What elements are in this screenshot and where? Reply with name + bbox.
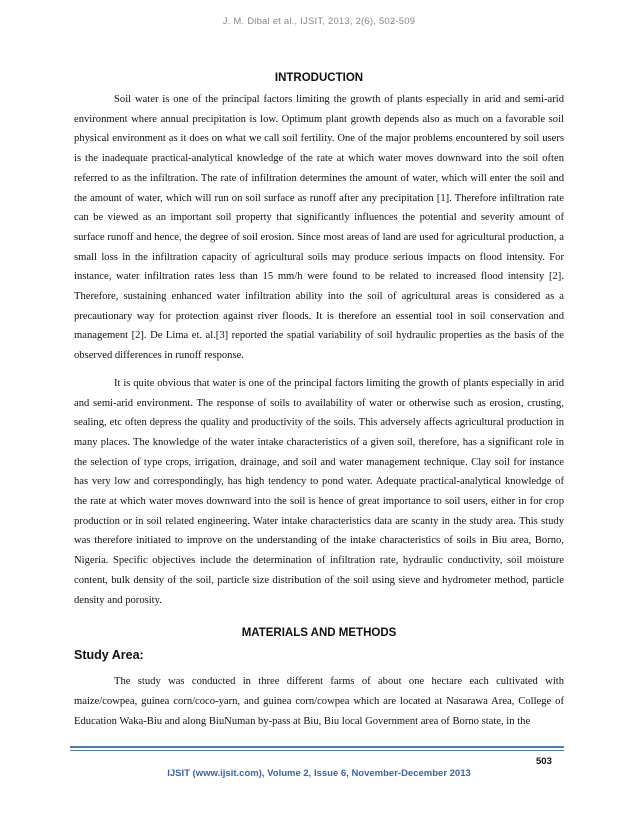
footer-rule-thin (70, 750, 564, 751)
journal-footer: IJSIT (www.ijsit.com), Volume 2, Issue 6, November-December 2013 (167, 768, 471, 779)
running-header: J. M. Dibal et al., IJSIT, 2013, 2(6), 502-509 (222, 16, 416, 27)
materials-methods-heading: MATERIALS AND METHODS (241, 627, 397, 640)
page-body (74, 72, 564, 731)
introduction-heading: INTRODUCTION (274, 72, 364, 84)
page-number: 503 (536, 756, 552, 767)
introduction-paragraph-1: Soil water is one of the principal factors limiting the growth of plants especially in arid and semi-arid environment where annual precipitation is low. Optimum plant growth depends also as much on a favorable soil physical environment as it does on what we call soil fertility. One of the major problems encountered by soil users is the inadequate practical-analytical knowledge of the rate at which water moves downward into the soil often referred to as the infiltration. The rate of infiltration determines the amount of water, which will enter the soil and the amount of water, which will run on soil surface as runoff after any precipitation [1]. Therefore infiltration rate can be viewed as an important soil property that significantly influences the potential and severity amount of surface runoff and hence, the degree of soil erosion. Since most areas of land are used for agricultural production, a small loss in the infiltration capacity of agricultural soils may produce serious impacts on flood intensity. For instance, water infiltration rates less than 15 mm/h were found to be related to increased flood intensity [2]. Therefore, sustaining enhanced water infiltration ability into the soil of agricultural areas is considered as a precautionary way for protection against river floods. It is therefore an essential tool in soil conservation and management [2]. De Lima et. al.[3] reported the spatial variability of soil hydraulic properties as the basis of the observed differences in runoff response. (74, 94, 564, 362)
introduction-paragraph-2: It is quite obvious that water is one of the principal factors limiting the growth of plants especially in arid and semi-arid environment. The response of soils to availability of water or otherwise such as erosion, crusting, sealing, etc often depress the quality and productivity of the soils. This adversely affects agricultural production in many places. The knowledge of the water intake characteristics of a given soil, therefore, has a significant role in the selection of type crops, irrigation, drainage, and soil and water management technique. Clay soil for instance has very low and correspondingly, has high tendency to pond water. Adequate practical-analytical knowledge of the rate at which water moves downward into the soil is hence of great importance to soil users, either in for crop production or in soil related engineering. Water intake characteristics data are scanty in the study area. This study was therefore initiated to improve on the understanding of the intake characteristics of soils in Biu area, Borno, Nigeria. Specific objectives include the determination of infiltration rate, hydraulic conductivity, soil moisture content, bulk density of the soil, particle size distribution of the soil using sieve and hydrometer method, particle density and porosity. (74, 377, 564, 606)
study-area-paragraph: The study was conducted in three different farms of about one hectare each cultivated with maize/cowpea, guinea corn/coco-yarn, and guinea corn/cowpea which are located at Nasarawa Area, College of Education Waka-Biu and along BiuNuman by-pass at Biu, Biu local Government area of Borno state, in the (74, 676, 564, 727)
footer-rule-thick (70, 746, 564, 748)
study-area-heading: Study Area: (74, 648, 144, 663)
